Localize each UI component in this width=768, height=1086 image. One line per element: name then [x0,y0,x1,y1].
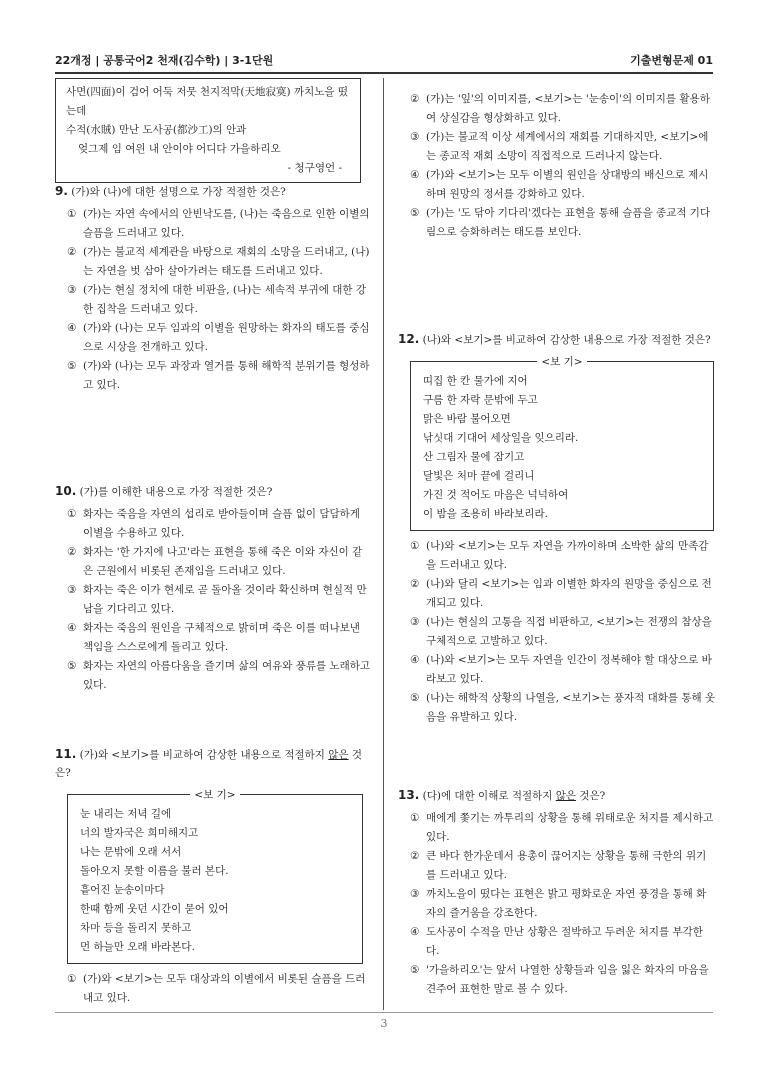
passage-attribution: - 청구영언 - [287,162,342,174]
option-list [55,970,371,1008]
option-5[interactable] [67,657,371,695]
question-stem [55,182,371,201]
question-text-end: 것은? [55,749,363,779]
option-text: (가)는 현실 정치에 대한 비판을, (나)는 세속적 부귀에 대한 강한 집착을 드러내고 있다. [83,284,367,315]
option-2[interactable] [67,543,371,581]
option-text: (가)와 (나)는 모두 과장과 열거를 통해 해학적 분위기를 형성하고 있다. [83,360,370,391]
option-2[interactable] [410,847,716,885]
bogi-line: 차마 등을 돌리지 못하고 [80,922,192,934]
option-3[interactable] [410,128,716,166]
bogi-title: <보 기> [68,786,362,805]
bogi-line: 가진 것 적어도 마음은 넉넉하여 [423,489,569,501]
option-3[interactable] [67,281,371,319]
option-text: (가)는 자연 속에서의 안빈낙도를, (나)는 죽음으로 인한 이별의 슬픔을 드러내고 있다. [83,208,370,239]
option-text: (가)와 (나)는 모두 임과의 이별을 원망하는 화자의 태도를 중심으로 시상을 전개하고 있다. [83,322,370,353]
option-marker: ③ [410,131,420,143]
question-number: 12. [398,332,420,346]
passage-box [55,78,361,183]
option-marker: ③ [67,584,77,596]
option-text: (나)와 <보기>는 모두 자연을 인간이 정복해야 할 대상으로 바라보고 있다. [426,654,712,685]
option-list [398,537,716,727]
passage-line: 사면(四面)이 검어 어둑 저뭇 천지적막(天地寂寞) 까치노을 떴는데 [66,86,348,117]
question-number: 11. [55,747,77,761]
option-5[interactable] [410,204,716,242]
option-marker: ⑤ [67,660,77,672]
passage-line: 수적(水賊) 만난 도사공(都沙工)의 안과 [66,124,247,136]
question-stem [398,786,716,805]
question-text: (다)에 대한 이해로 적절하지 [422,790,556,802]
bogi-line: 너의 발자국은 희미해지고 [80,827,199,839]
option-marker: ② [67,546,77,558]
option-text: 큰 바다 한가운데서 용총이 끊어지는 상황을 통해 극한의 위기를 드러내고 있다. [426,850,707,881]
option-text: (가)는 불교적 이상 세계에서의 재회를 기대하지만, <보기>에는 종교적 재회 소망이 직접적으로 드러나지 않는다. [426,131,709,162]
question-text: (가)를 이해한 내용으로 가장 적절한 것은? [79,486,273,498]
question-stem [398,330,716,349]
option-marker: ① [410,540,420,552]
option-text: (나)는 해학적 상황의 나열을, <보기>는 풍자적 대화를 통해 웃음을 유발하고 있다. [426,692,716,723]
header-course-info: 22개정 | 공통국어2 천재(김수학) | 3-1단원 [55,54,274,67]
option-4[interactable] [410,651,716,689]
option-text: 화자는 죽은 이가 현세로 곧 돌아올 것이라 확신하며 현실적 만남을 기다리고 있다. [83,584,367,615]
option-text: 화자는 자연의 아름다움을 즐기며 삶의 여유와 풍류를 노래하고 있다. [83,660,371,691]
option-text: 매에게 쫓기는 까투리의 상황을 통해 위태로운 처지를 제시하고 있다. [426,812,714,843]
option-marker: ④ [410,926,420,938]
question-stem [55,482,371,501]
question-number: 9. [55,184,68,198]
option-marker: ⑤ [410,692,420,704]
option-text: 화자는 죽음의 원인을 구체적으로 밝히며 죽은 이를 떠나보낸 책임을 스스로에게 돌리고 있다. [83,622,360,653]
option-1[interactable] [67,205,371,243]
option-5[interactable] [410,961,716,999]
option-text: (가)와 <보기>는 모두 대상과의 이별에서 비롯된 슬픔을 드러내고 있다. [83,973,366,1004]
bogi-line: 눈 내리는 저녁 길에 [80,808,172,820]
option-1[interactable] [410,537,716,575]
question-9 [55,182,371,395]
bogi-line: 흩어진 눈송이마다 [80,884,165,896]
option-2[interactable] [67,243,371,281]
option-4[interactable] [67,619,371,657]
option-4[interactable] [67,319,371,357]
question-number: 13. [398,788,420,802]
bogi-line: 이 밤을 조용히 바라보리라. [423,508,548,520]
option-3[interactable] [410,613,716,651]
option-text: (나)는 현실의 고통을 직접 비판하고, <보기>는 전쟁의 참상을 구체적으로 고발하고 있다. [426,616,712,647]
question-text: (가)와 (나)에 대한 설명으로 가장 적절한 것은? [71,186,286,198]
option-marker: ① [410,812,420,824]
option-text: 도사공이 수적을 만난 상황은 절박하고 두려운 처지를 부각한다. [426,926,703,957]
option-text: (가)는 '잎'의 이미지를, <보기>는 '눈송이'의 이미지를 활용하여 상실감을 형상화하고 있다. [426,93,710,124]
option-marker: ⑤ [67,360,77,372]
option-marker: ② [67,246,77,258]
bogi-box [67,789,363,964]
option-1[interactable] [410,809,716,847]
option-text: (나)와 달리 <보기>는 임과 이별한 화자의 원망을 중심으로 전개되고 있다. [426,578,712,609]
bogi-line: 한때 함께 웃던 시간이 묻어 있어 [80,903,229,915]
option-marker: ④ [410,654,420,666]
question-text: (나)와 <보기>를 비교하여 감상한 내용으로 가장 적절한 것은? [422,334,711,346]
option-marker: ① [67,973,77,985]
option-marker: ② [410,578,420,590]
option-5[interactable] [67,357,371,395]
question-emphasis: 않은 [328,749,349,761]
bogi-line: 낚싯대 기대어 세상일을 잊으리라. [423,432,579,444]
option-text: (가)는 불교적 세계관을 바탕으로 재회의 소망을 드러내고, (나)는 자연을 벗 삼아 살아가려는 태도를 드러내고 있다. [83,246,370,277]
option-list [398,90,716,242]
option-text: 화자는 죽음을 자연의 섭리로 받아들이며 슬픔 없이 담담하게 이별을 수용하고 있다. [83,508,360,539]
option-5[interactable] [410,689,716,727]
footer-rule [55,1012,713,1013]
option-marker: ① [67,508,77,520]
option-list [55,505,371,695]
page-header [55,48,713,74]
page-number: 3 [380,1017,388,1030]
option-4[interactable] [410,166,716,204]
option-list [55,205,371,395]
question-11-continued [398,90,716,242]
option-list [398,809,716,999]
bogi-line: 돌아오지 못할 이름을 불러 본다. [80,865,229,877]
passage-line: 엊그제 임 여읜 내 안이야 어디다 가을하리오 [78,143,281,155]
bogi-line: 달빛은 처마 끝에 걸리니 [423,470,535,482]
option-1[interactable] [67,505,371,543]
bogi-box [410,356,714,531]
bogi-line: 맑은 바람 불어오면 [423,413,511,425]
option-text: 화자는 '한 가지에 나고'라는 표현을 통해 죽은 이와 자신이 같은 근원에서 비롯된 존재임을 드러내고 있다. [83,546,363,577]
option-1[interactable] [67,970,371,1008]
option-marker: ② [410,850,420,862]
option-4[interactable] [410,923,716,961]
question-emphasis: 않은 [555,790,577,802]
option-text: 까치노을이 떴다는 표현은 밝고 평화로운 자연 풍경을 통해 화자의 즐거움을 강조한다. [426,888,707,919]
question-12 [398,330,716,727]
question-13 [398,786,716,999]
bogi-line: 띠집 한 칸 물가에 지어 [423,375,528,387]
option-marker: ⑤ [410,964,420,976]
option-marker: ② [410,93,420,105]
option-marker: ④ [67,622,77,634]
option-3[interactable] [410,885,716,923]
option-marker: ③ [410,616,420,628]
option-marker: ④ [410,169,420,181]
option-3[interactable] [67,581,371,619]
option-marker: ⑤ [410,207,420,219]
bogi-line: 먼 하늘만 오래 바라본다. [80,941,195,953]
option-text: '가을하리오'는 앞서 나열한 상황들과 임을 잃은 화자의 마음을 견주어 표현한 말로 볼 수 있다. [426,964,709,995]
question-11 [55,745,371,1008]
header-doc-title: 기출변형문제 01 [630,54,713,67]
option-text: (나)와 <보기>는 모두 자연을 가까이하며 소박한 삶의 만족감을 드러내고 있다. [426,540,709,571]
option-marker: ③ [67,284,77,296]
question-number: 10. [55,484,77,498]
question-stem [55,745,371,782]
option-text: (가)와 <보기>는 모두 이별의 원인을 상대방의 배신으로 제시하며 원망의 정서를 강화하고 있다. [426,169,709,200]
bogi-title: <보 기> [411,353,713,372]
question-text: (가)와 <보기>를 비교하여 감상한 내용으로 적절하지 [79,749,329,761]
option-marker: ④ [67,322,77,334]
option-marker: ③ [410,888,420,900]
column-divider [383,78,384,1010]
question-text-end: 것은? [576,790,606,802]
bogi-line: 산 그림자 물에 잠기고 [423,451,525,463]
question-10 [55,482,371,695]
bogi-line: 나는 문밖에 오래 서서 [80,846,182,858]
option-2[interactable] [410,90,716,128]
option-marker: ① [67,208,77,220]
option-text: (가)는 '도 닦아 기다리'겠다는 표현을 통해 슬픔을 종교적 기다림으로 승화하려는 태도를 보인다. [426,207,711,238]
option-2[interactable] [410,575,716,613]
bogi-line: 구름 한 자락 문밖에 두고 [423,394,538,406]
